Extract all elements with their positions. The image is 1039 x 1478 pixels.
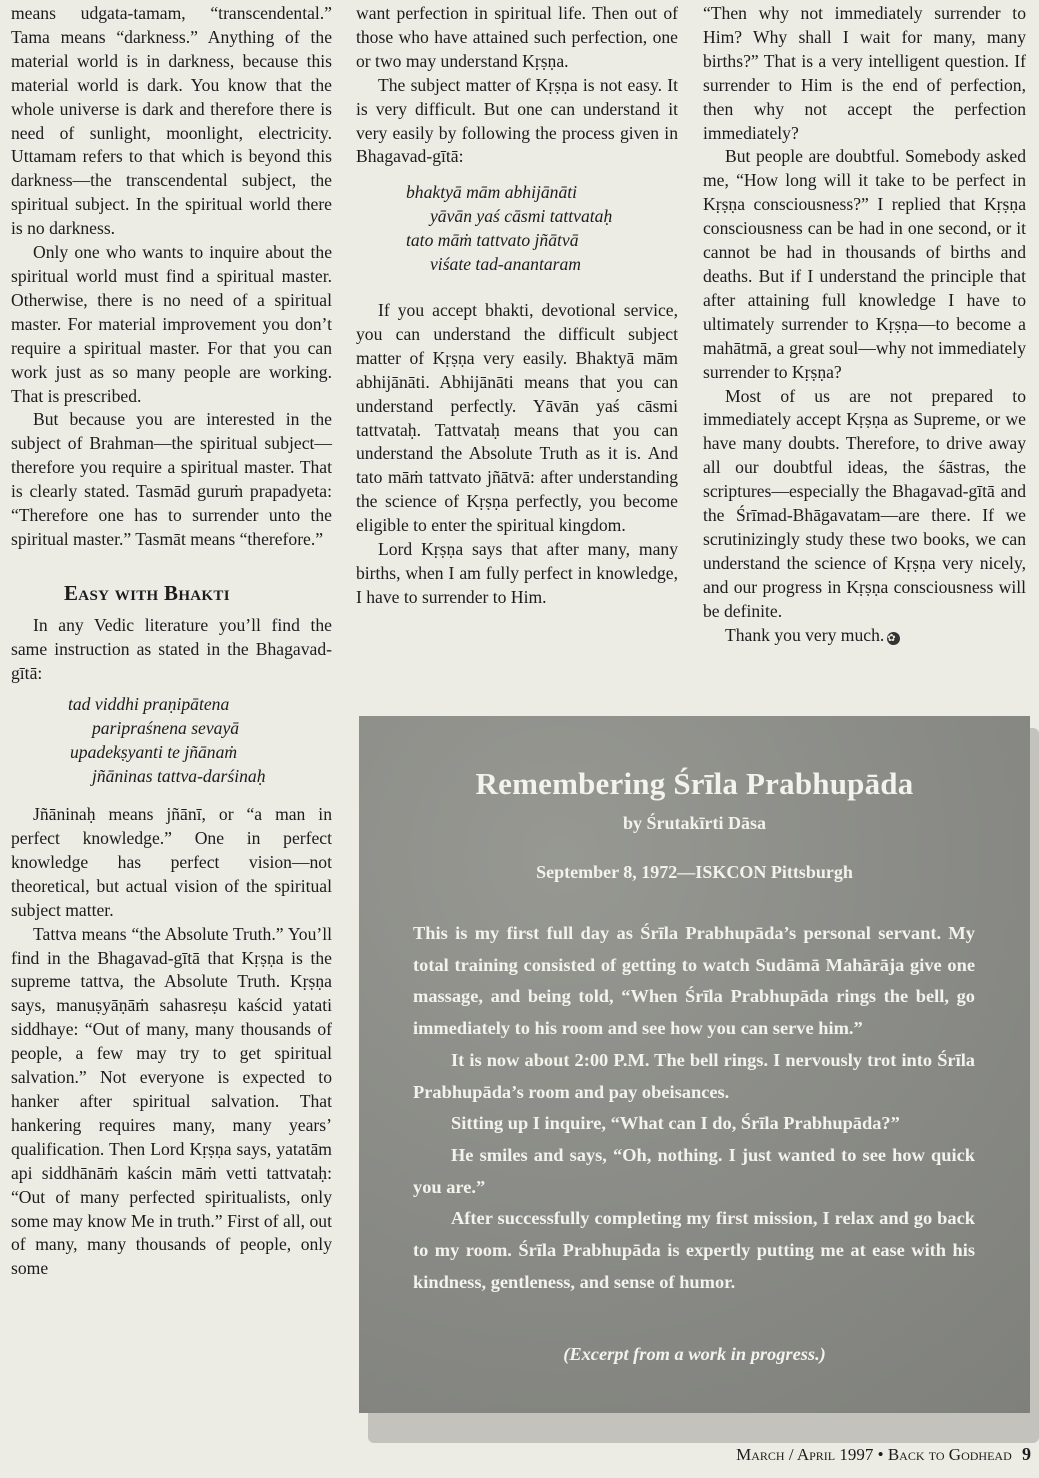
article-column-3 [703,2,1026,647]
paragraph: Jñāninaḥ means jñānī, or “a man in perfect knowledge.” One in perfect knowledge has perfect vision—not theoretical, but actual vision of the spiritual subject matter. [11,804,332,920]
sidebar-author: by Śrutakīrti Dāsa [622,813,766,833]
verse-line: tato māṁ tattvato jñātvā [406,230,579,251]
paragraph: Tattva means “the Absolute Truth.” You’ll find in the Bhagavad-gītā that Kṛṣṇa is the supreme tattva, the Absolute Truth. Kṛṣṇa says, manuṣyāṇāṁ sahasreṣu kaścid yatati siddhaye: “Out of many, many thousands of people, a few may try to get spiritual salvation.” Not everyone is expected to hanker after spiritual salvation. That hankering requires many, many years’ qualification. Then Lord Kṛṣṇa says, yatatām api siddhānāṁ kaścin māṁ vetti tattvataḥ: “Out of many perfected spiritualists, only some may know Me in truth.” First of all, out of many, many thousands of people, only some [11,923,332,1279]
paragraph: The subject matter of Kṛṣṇa is not easy. It is very difficult. But one can understand it very easily by following the process given in Bhagavad-gītā: [356,74,678,167]
verse-line: yāvān yaś cāsmi tattvataḥ [430,206,613,227]
article-column-1 [11,2,332,1281]
verse-block [11,693,332,789]
page-footer [736,1444,1031,1465]
issue-date: March / April 1997 [736,1445,874,1464]
paragraph: In any Vedic literature you’ll find the same instruction as stated in the Bhagavad-gītā: [11,614,332,683]
paragraph: But because you are interested in the subject of Brahman—the spiritual subject—therefore you require a spiritual master. That is clearly stated. Tasmād guruṁ prapadyeta: “Therefore one has to surrender unto the spiritual master.” Tasmāt means “therefore.” [11,409,332,549]
sidebar-paragraph: Sitting up I inquire, “What can I do, Śrīla Prabhupāda?” [451,1113,900,1134]
sidebar-paragraph: This is my first full day as Śrīla Prabhupāda’s personal servant. My total training consisted of getting to watch Sudāmā Mahārāja give one massage, and being told, “When Śrīla Prabhupāda rings the bell, go immediately to his room and see how you can serve him.” [413,923,975,1039]
sidebar-dateline: September 8, 1972—ISKCON Pittsburgh [536,862,853,882]
paragraph: means udgata-tamam, “transcendental.” Tama means “darkness.” Anything of the material world is in darkness, because this material world is dark. You know that the whole universe is dark and therefore there is need of sunlight, moonlight, electricity. Uttamam refers to that which is beyond this darkness—the transcendental subject, the spiritual subject. In the spiritual world there is no darkness. [11,3,332,239]
sidebar-body [413,918,975,1298]
verse-line: tad viddhi praṇipātena [68,694,230,715]
end-mark-icon: ✿ [887,632,900,645]
paragraph: Lord Kṛṣṇa says that after many, many births, when I am fully perfect in knowledge, I have to surrender to Him. [356,539,678,607]
paragraph: Only one who wants to inquire about the spiritual world must find a spiritual master. Otherwise, there is no need of a spiritual master. For material improvement you don’t require a spiritual master. For that you can work just as so many people are working. That is prescribed. [11,242,332,406]
sidebar-paragraph: After successfully completing my first mission, I relax and go back to my room. Śrīla Prabhupāda is expertly putting me at ease with his kindness, gentleness, and sense of humor. [413,1208,975,1292]
verse-line: viśate tad-anantaram [430,254,581,275]
sidebar-box [359,716,1030,1413]
section-heading: Easy with Bhakti [64,580,230,605]
paragraph: Most of us are not prepared to immediately accept Kṛṣṇa as Supreme, or we have many doubts. Therefore, to drive away all our doubtful ideas, the śāstras, the scriptures—especially the Bhagavad-gītā and the Śrīmad-Bhāgavatam—are there. If we scrutinizingly study these two books, we can understand the science of Kṛṣṇa very nicely, and our progress in Kṛṣṇa consciousness will be definite. [703,385,1026,621]
verse-line: bhaktyā mām abhijānāti [406,182,578,203]
verse-line: jñāninas tattva-darśinaḥ [92,766,266,787]
paragraph: But people are doubtful. Somebody asked me, “How long will it take to be perfect in Kṛṣṇa consciousness?” I replied that Kṛṣṇa consciousness can be had in one second, or it cannot be had in thousands of births and deaths. But if I understand the principle that after attaining full knowledge I have to ultimately surrender to Kṛṣṇa—to become a mahātmā, a great soul—why not immediately surrender to Kṛṣṇa? [703,146,1026,382]
sidebar-paragraph: It is now about 2:00 P.M. The bell rings. I nervously trot into Śrīla Prabhupāda’s room and pay obeisances. [413,1049,975,1102]
sidebar-title: Remembering Śrīla Prabhupāda [475,766,914,801]
verse-line: upadekṣyanti te jñānaṁ [70,742,238,763]
verse-line: paripraśnena sevayā [92,718,240,739]
sidebar-footnote: (Excerpt from a work in progress.) [563,1344,826,1364]
page-number: 9 [1022,1444,1031,1464]
paragraph: If you accept bhakti, devotional service, you can understand the difficult subject matter of Kṛṣṇa very easily. Bhaktyā mām abhijānāti. Abhijānāti means that you can understand perfectly. Yāvān yaś cāsmi tattvataḥ. Tattvataḥ means that you can understand the Absolute Truth as it is. And tato māṁ tattvato jñātvā: after understanding the science of Kṛṣṇa perfectly, you become eligible to enter the spiritual kingdom. [356,299,678,536]
magazine-name: Back to Godhead [887,1445,1012,1464]
paragraph: want perfection in spiritual life. Then out of those who have attained such perfection, one or two may understand Kṛṣṇa. [356,3,678,71]
verse-block [356,181,678,277]
sidebar-paragraph: He smiles and says, “Oh, nothing. I just wanted to see how quick you are.” [413,1144,975,1197]
paragraph: “Then why not immediately surrender to Him? Why shall I wait for many, many births?” That is a very intelligent question. If surrender to Him is the end of perfection, then why not accept the perfection immediately? [703,3,1026,143]
article-column-2 [356,2,678,610]
footer-separator: • [877,1445,884,1464]
closing-line [703,624,1026,648]
closing-text: Thank you very much. [725,624,885,645]
